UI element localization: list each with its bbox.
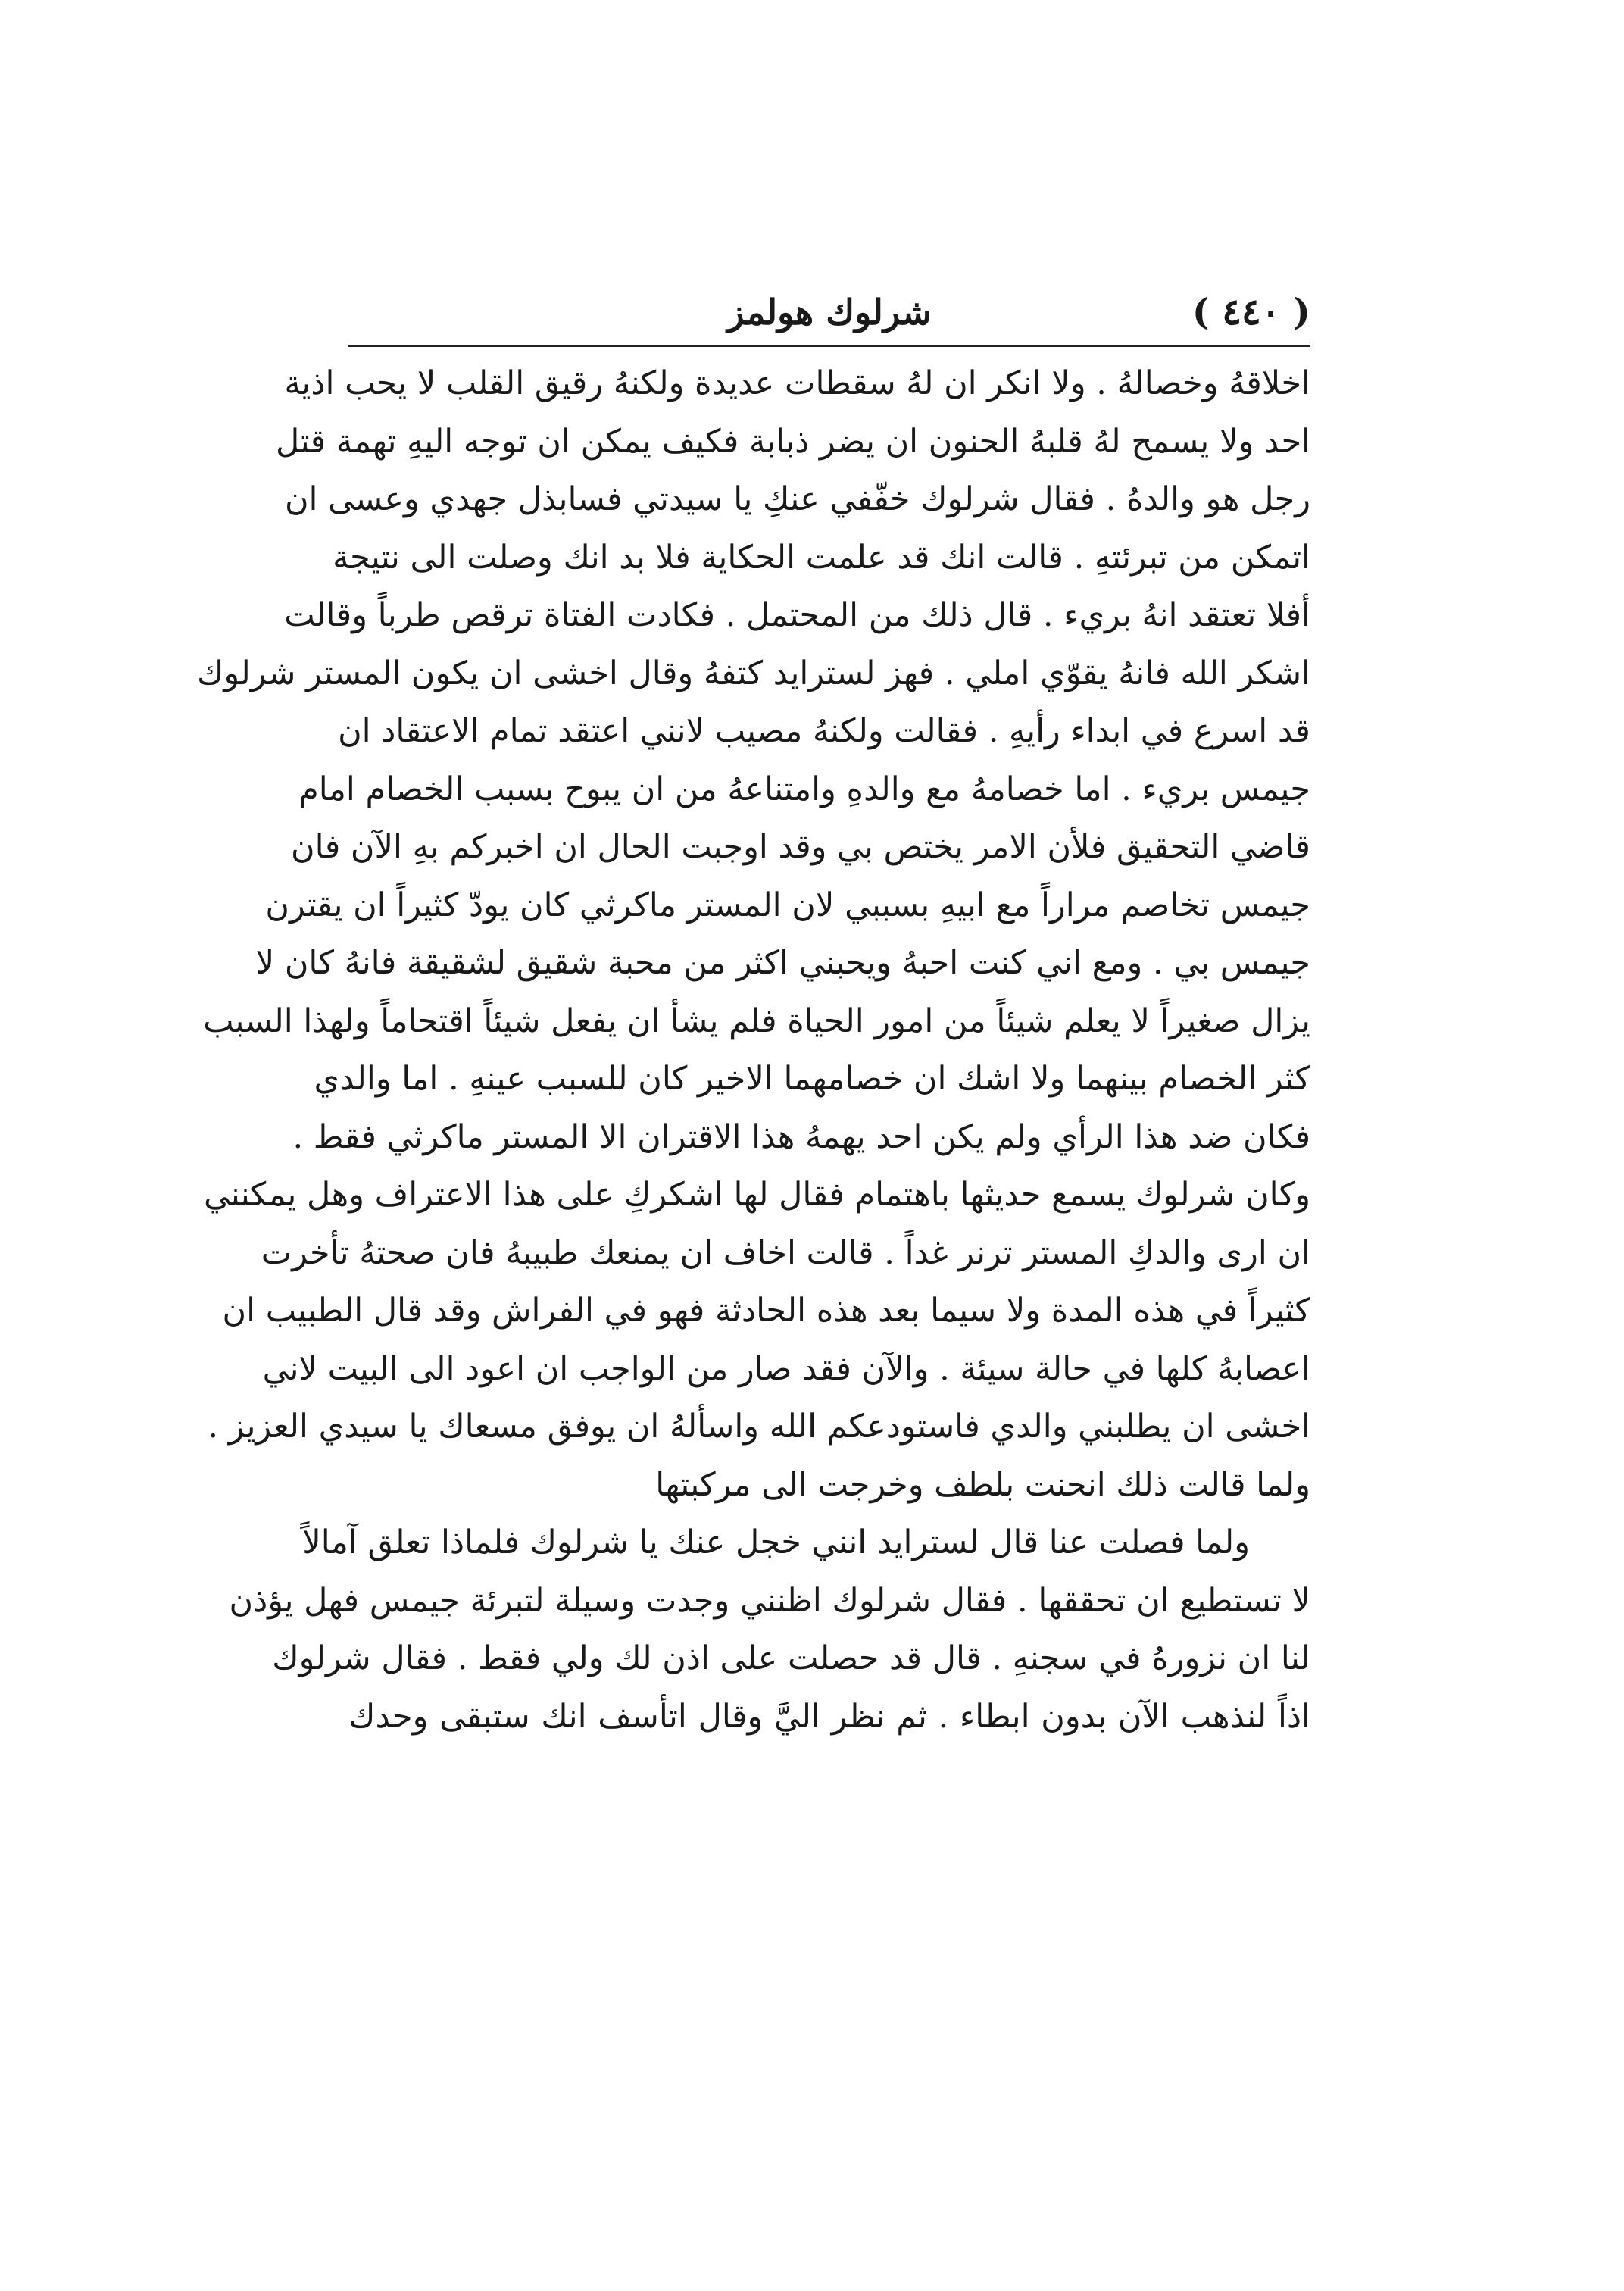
header-divider	[348, 345, 1310, 347]
text-line: اخلاقهُ وخصالهُ . ولا انكر ان لهُ سقطات عديدة ولكنهُ رقيق القلب لا يحب اذية	[284, 364, 1310, 402]
page-number: ( ٤٤٠ )	[1191, 291, 1310, 333]
text-line: كثر الخصام بينهما ولا اشك ان خصامهما الاخير كان للسبب عينهِ . اما والدي	[314, 1060, 1310, 1098]
text-line: يزال صغيراً لا يعلم شيئاً من امور الحياة فلم يشأ ان يفعل شيئاً اقتحاماً ولهذا السبب	[203, 1002, 1310, 1040]
paragraph-start-line: ولما فصلت عنا قال لسترايد انني خجل عنك يا شرلوك فلماذا تعلق آمالاً	[302, 1524, 1250, 1561]
text-line: كثيراً في هذه المدة ولا سيما بعد هذه الحادثة فهو في الفراش وقد قال الطبيب ان	[222, 1292, 1310, 1330]
running-title: شرلوك هولمز	[727, 292, 932, 333]
page-header	[348, 282, 1310, 342]
text-line: اخشى ان يطلبني والدي فاستودعكم الله واسألهُ ان يوفق مسعاك يا سيدي العزيز .	[208, 1408, 1310, 1446]
text-line: وكان شرلوك يسمع حديثها باهتمام فقال لها اشكركِ على هذا الاعتراف وهل يمكنني	[203, 1176, 1310, 1214]
text-line: لنا ان نزورهُ في سجنهِ . قال قد حصلت على اذن لك ولي فقط . فقال شرلوك	[272, 1639, 1310, 1677]
text-line: اشكر الله فانهُ يقوّي املي . فهز لسترايد كتفهُ وقال اخشى ان يكون المستر شرلوك	[196, 654, 1310, 692]
text-line: جيمس بريء . اما خصامهُ مع والدهِ وامتناعهُ من ان يبوح بسبب الخصام امام	[298, 770, 1310, 808]
text-line: رجل هو والدهُ . فقال شرلوك خفّفي عنكِ يا سيدتي فسابذل جهدي وعسى ان	[284, 480, 1310, 518]
text-line: قد اسرع في ابداء رأيهِ . فقالت ولكنهُ مصيب لانني اعتقد تمام الاعتقاد ان	[338, 712, 1310, 750]
text-line: اعصابهُ كلها في حالة سيئة . والآن فقد صار من الواجب ان اعود الى البيت لاني	[262, 1349, 1310, 1388]
text-line: ان ارى والدكِ المستر ترنر غداً . قالت اخاف ان يمنعك طبيبهُ فان صحتهُ تأخرت	[261, 1233, 1310, 1272]
text-line: قاضي التحقيق فلأن الامر يختص بي وقد اوجبت الحال ان اخبركم بهِ الآن فان	[291, 828, 1310, 866]
text-line: لا تستطيع ان تحققها . فقال شرلوك اظنني وجدت وسيلة لتبرئة جيمس فهل يؤذن	[229, 1581, 1310, 1620]
text-line: أفلا تعتقد انهُ بريء . قال ذلك من المحتمل . فكادت الفتاة ترقص طرباً وقالت	[284, 596, 1310, 634]
text-line: اتمكن من تبرئتهِ . قالت انك قد علمت الحكاية فلا بد انك وصلت الى نتيجة	[333, 538, 1310, 577]
text-line: جيمس تخاصم مراراً مع ابيهِ بسببي لان المستر ماكرثي كان يودّ كثيراً ان يقترن	[265, 886, 1310, 924]
body-text	[196, 355, 1310, 1746]
paragraph-end-line: ولما قالت ذلك انحنت بلطف وخرجت الى مركبتها	[655, 1465, 1310, 1504]
text-line: اذاً لنذهب الآن بدون ابطاء . ثم نظر اليَّ وقال اتأسف انك ستبقى وحدك	[348, 1697, 1310, 1736]
text-line: احد ولا يسمح لهُ قلبهُ الحنون ان يضر ذبابة فكيف يمكن ان توجه اليهِ تهمة قتل	[276, 422, 1310, 461]
text-line: فكان ضد هذا الرأي ولم يكن احد يهمهُ هذا الاقتران الا المستر ماكرثي فقط .	[292, 1117, 1310, 1156]
text-line: جيمس بي . ومع اني كنت احبهُ ويحبني اكثر من محبة شقيق لشقيقة فانهُ كان لا	[255, 944, 1310, 982]
